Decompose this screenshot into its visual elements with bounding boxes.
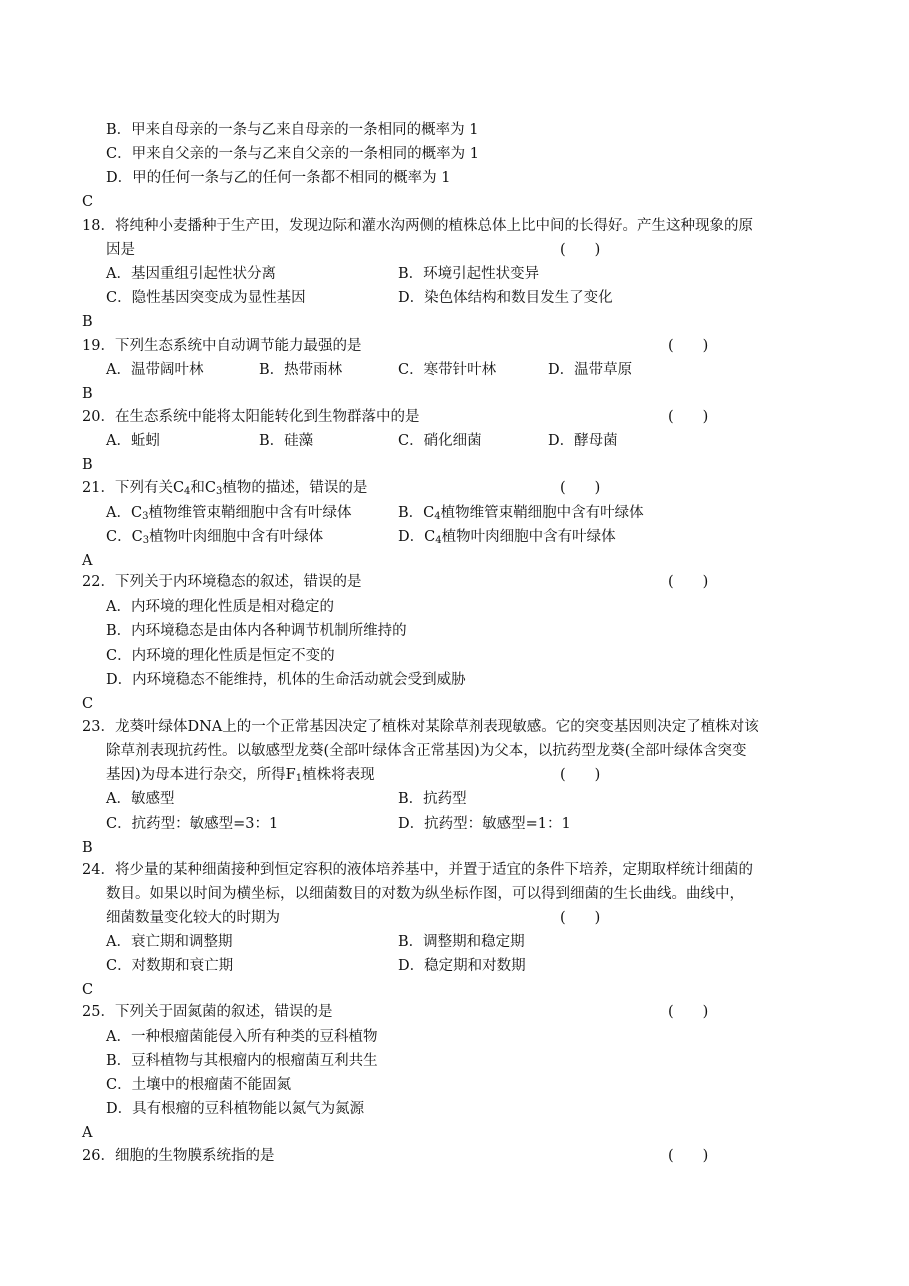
q22-answer-blank: ( ) [668,574,709,590]
q18-stem-cont: 因是 [106,242,135,258]
q21-stem-part2: 和C [190,480,217,496]
q21-stem-part3: 植物的描述，错误的是 [222,480,368,496]
q23-stem-part2: 植株将表现 [302,767,375,783]
q19-option-d: D．温带草原 [548,362,633,378]
q19-option-c: C．寒带针叶林 [398,362,497,378]
q17-option-c: C．甲来自父亲的一条与乙来自父亲的一条相同的概率为 1 [106,146,479,162]
q25-answer-blank: ( ) [668,1004,709,1020]
q20-option-b: B．硅藻 [259,433,314,449]
q17-option-b: B．甲来自母亲的一条与乙来自母亲的一条相同的概率为 1 [106,122,479,138]
q18-option-c: C．隐性基因突变成为显性基因 [106,290,306,306]
q22-stem: 22．下列关于内环境稳态的叙述，错误的是 [82,574,362,590]
q22-option-a: A．内环境的理化性质是相对稳定的 [106,599,334,615]
q18-option-b: B．环境引起性状变异 [398,266,540,282]
q20-option-c: C．硝化细菌 [398,433,482,449]
q23-stem-part1: 基因)为母本进行杂交，所得F [106,767,296,783]
q17-answer: C [82,194,94,210]
q24-stem-cont2: 细菌数量变化较大的时期为 [106,910,280,926]
q25-option-c: C．土壤中的根瘤菌不能固氮 [106,1077,292,1093]
q22-answer: C [82,696,94,712]
q24-answer-blank: ( ) [560,910,601,926]
q25-option-b: B．豆科植物与其根瘤内的根瘤菌互利共生 [106,1053,378,1069]
q18-option-d: D．染色体结构和数目发生了变化 [398,290,613,306]
q21-option-d [398,527,616,547]
q21-option-d-text: 植物叶肉细胞中含有叶绿体 [441,529,616,545]
q23-stem-sub: 1 [295,773,303,784]
q19-answer-blank: ( ) [668,338,709,354]
q21-option-c-sub: 3 [142,535,150,546]
q18-option-a: A．基因重组引起性状分离 [106,266,276,282]
q25-answer: A [82,1125,93,1141]
q17-option-d: D．甲的任何一条与乙的任何一条都不相同的概率为 1 [106,170,451,186]
q20-option-a: A．蚯蚓 [106,433,160,449]
q21-option-d-label: D．C [398,529,436,545]
q20-option-d: D．酵母菌 [548,433,618,449]
q19-stem: 19．下列生态系统中自动调节能力最强的是 [82,338,362,354]
q21-answer: A [82,553,93,569]
q23-stem-cont: 除草剂表现抗药性。以敏感型龙葵(全部叶绿体含正常基因)为父本，以抗药型龙葵(全部叶绿体含突变 [106,743,747,759]
q25-option-a: A．一种根瘤菌能侵入所有种类的豆科植物 [106,1029,378,1045]
q21-option-b-sub: 4 [434,511,441,522]
q22-option-d: D．内环境稳态不能维持，机体的生命活动就会受到威胁 [106,672,466,688]
q21-option-a-sub: 3 [142,511,149,522]
q23-stem: 23．龙葵叶绿体DNA上的一个正常基因决定了植株对某除草剂表现敏感。它的突变基因则决定了植株对该 [82,719,759,735]
q23-answer-blank: ( ) [560,767,601,783]
q21-option-a-label: A．C [106,505,143,521]
q20-answer: B [82,457,93,473]
q21-option-c [106,527,323,547]
q23-option-d: D．抗药型：敏感型=1：1 [398,816,571,832]
q24-option-d: D．稳定期和对数期 [398,958,526,974]
q22-option-c: C．内环境的理化性质是恒定不变的 [106,648,335,664]
q21-option-b-label: B．C [398,505,435,521]
q21-stem-part1: 21．下列有关C [82,480,185,496]
q21-stem-sub2: 3 [216,486,223,497]
q21-option-b [398,503,644,523]
q18-answer: B [82,314,93,330]
q21-option-a [106,503,351,523]
q21-option-d-sub: 4 [435,535,442,546]
q21-option-b-text: 植物维管束鞘细胞中含有叶绿体 [440,505,644,521]
q24-answer: C [82,982,94,998]
q21-option-c-label: C．C [106,529,143,545]
q18-stem: 18．将纯种小麦播种于生产田，发现边际和灌水沟两侧的植株总体上比中间的长得好。产生这种现象的原 [82,218,753,234]
q19-option-b: B．热带雨林 [259,362,343,378]
q23-stem-cont2 [106,765,375,785]
q20-stem: 20．在生态系统中能将太阳能转化到生物群落中的是 [82,409,420,425]
q23-answer: B [82,840,93,856]
q26-stem: 26．细胞的生物膜系统指的是 [82,1148,275,1164]
q19-option-a: A．温带阔叶林 [106,362,204,378]
q24-option-a: A．衰亡期和调整期 [106,934,233,950]
q25-stem: 25．下列关于固氮菌的叙述，错误的是 [82,1004,333,1020]
q21-stem [82,478,367,498]
q24-option-b: B．调整期和稳定期 [398,934,525,950]
q24-option-c: C．对数期和衰亡期 [106,958,234,974]
q24-stem: 24．将少量的某种细菌接种到恒定容积的液体培养基中，并置于适宜的条件下培养，定期取样统计细菌的 [82,862,753,878]
q23-option-a: A．敏感型 [106,791,175,807]
q21-option-c-text: 植物叶肉细胞中含有叶绿体 [149,529,324,545]
q21-option-a-text: 植物维管束鞘细胞中含有叶绿体 [148,505,352,521]
q26-answer-blank: ( ) [668,1148,709,1164]
q21-answer-blank: ( ) [560,480,601,496]
q18-answer-blank: ( ) [560,242,601,258]
q24-stem-cont: 数目。如果以时间为横坐标，以细菌数目的对数为纵坐标作图，可以得到细菌的生长曲线。曲线中， [106,886,744,902]
q22-option-b: B．内环境稳态是由体内各种调节机制所维持的 [106,623,407,639]
q25-option-d: D．具有根瘤的豆科植物能以氮气为氮源 [106,1101,365,1117]
q23-option-b: B．抗药型 [398,791,467,807]
q23-option-c: C．抗药型：敏感型=3：1 [106,816,279,832]
q21-stem-sub1: 4 [184,486,191,497]
q19-answer: B [82,386,93,402]
q20-answer-blank: ( ) [668,409,709,425]
